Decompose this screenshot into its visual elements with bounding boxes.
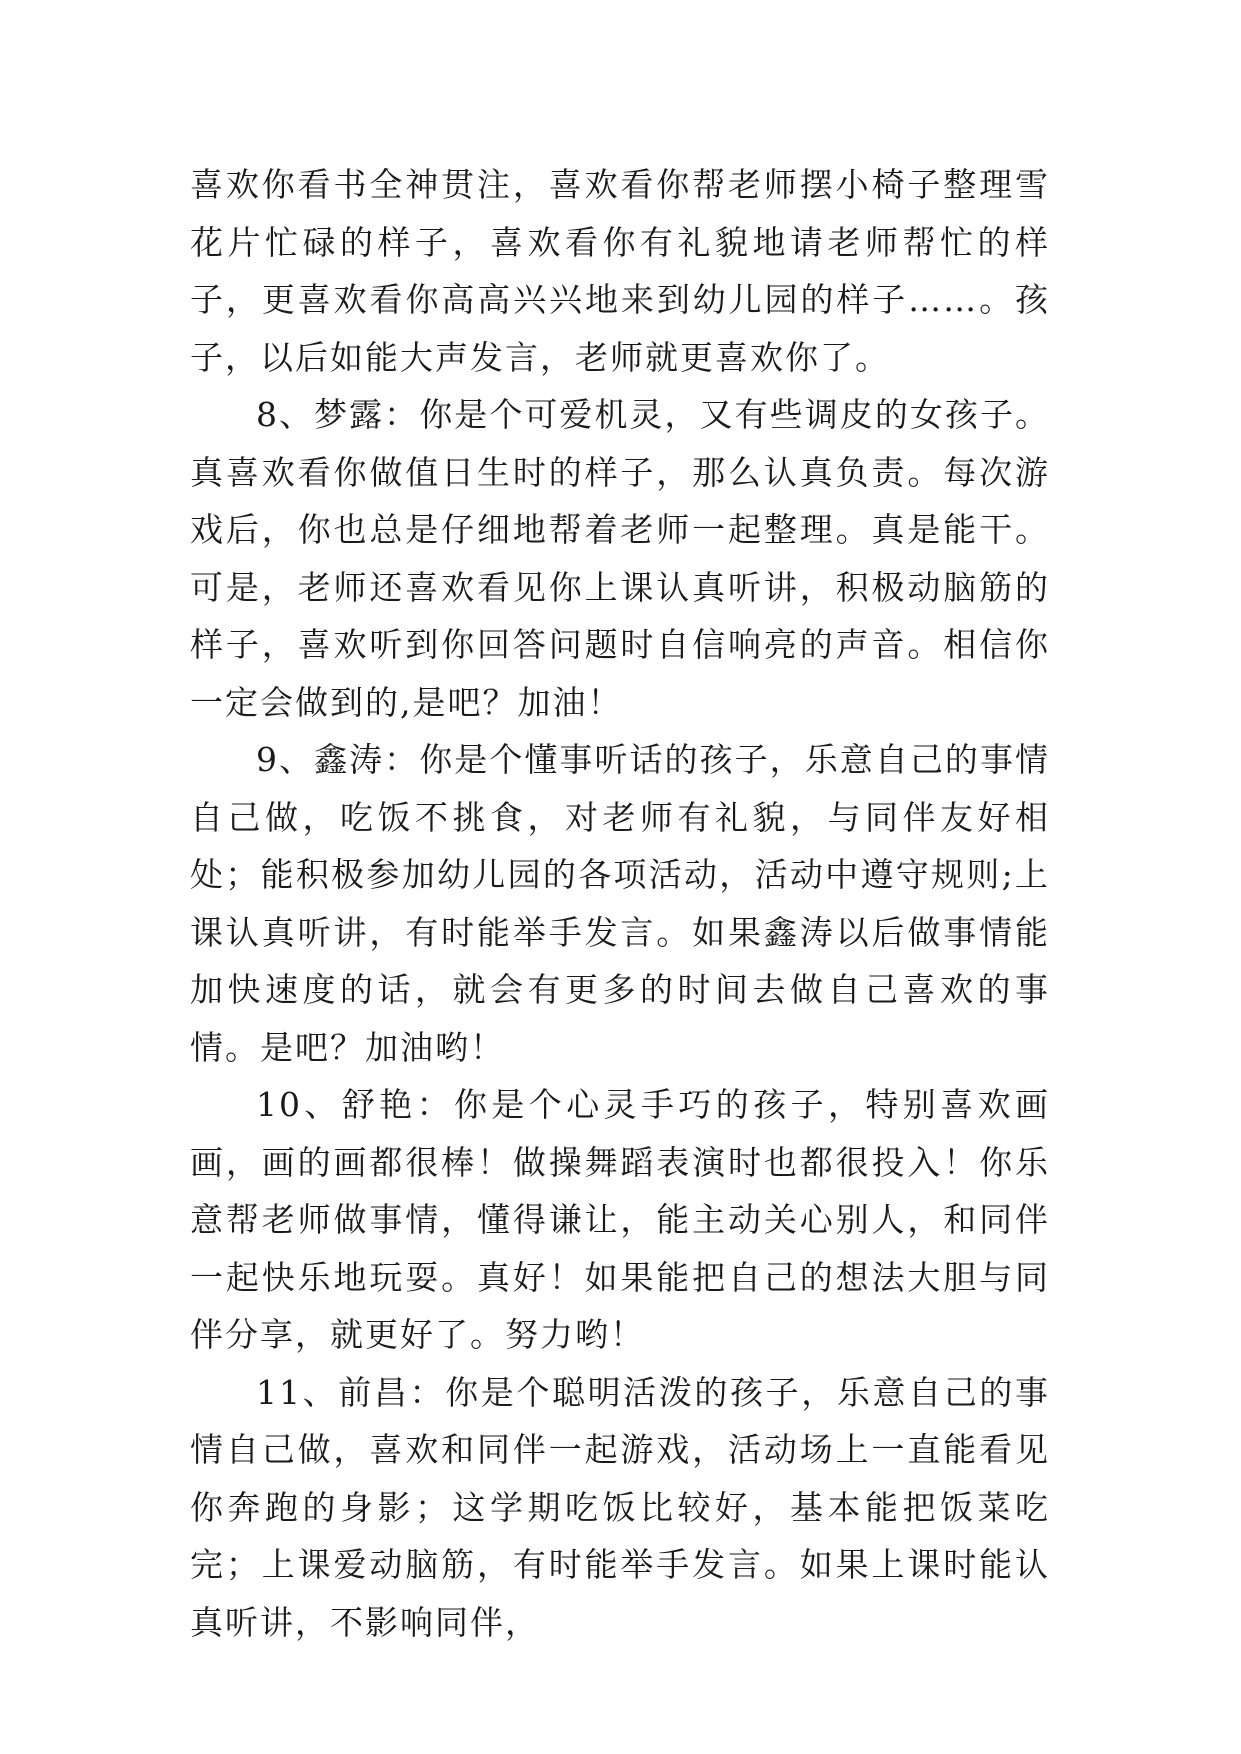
paragraph-comment-11: 11、前昌：你是个聪明活泼的孩子，乐意自己的事情自己做，喜欢和同伴一起游戏，活动场上一直能看见你奔跑的身影；这学期吃饭比较好，基本能把饭菜吃完；上课爱动脑筋，有时能举手发言。如果上课时能认真听讲，不影响同伴， <box>190 1372 1050 1642</box>
paragraph-comment-8: 8、梦露：你是个可爱机灵，又有些调皮的女孩子。真喜欢看你做值日生时的样子，那么认真负责。每次游戏后，你也总是仔细地帮着老师一起整理。真是能干。可是，老师还喜欢看见你上课认真听讲，积极动脑筋的样子，喜欢听到你回答问题时自信响亮的声音。相信你一定会做到的,是吧？加油！ <box>190 395 1050 722</box>
document-body <box>190 156 1050 1651</box>
paragraph-comment-10: 10、舒艳：你是个心灵手巧的孩子，特别喜欢画画，画的画都很棒！做操舞蹈表演时也都很投入！你乐意帮老师做事情，懂得谦让，能主动关心别人，和同伴一起快乐地玩耍。真好！如果能把自己的想法大胆与同伴分享，就更好了。努力哟！ <box>190 1085 1050 1354</box>
paragraph-continued: 喜欢你看书全神贯注，喜欢看你帮老师摆小椅子整理雪花片忙碌的样子，喜欢看你有礼貌地请老师帮忙的样子，更喜欢看你高高兴兴地来到幼儿园的样子……。孩子，以后如能大声发言，老师就更喜欢你了。 <box>190 165 1050 377</box>
paragraph-comment-9: 9、鑫涛：你是个懂事听话的孩子，乐意自己的事情自己做，吃饭不挑食，对老师有礼貌，与同伴友好相处；能积极参加幼儿园的各项活动，活动中遵守规则;上课认真听讲，有时能举手发言。如果鑫涛以后做事情能加快速度的话，就会有更多的时间去做自己喜欢的事情。是吧？加油哟！ <box>190 740 1050 1067</box>
